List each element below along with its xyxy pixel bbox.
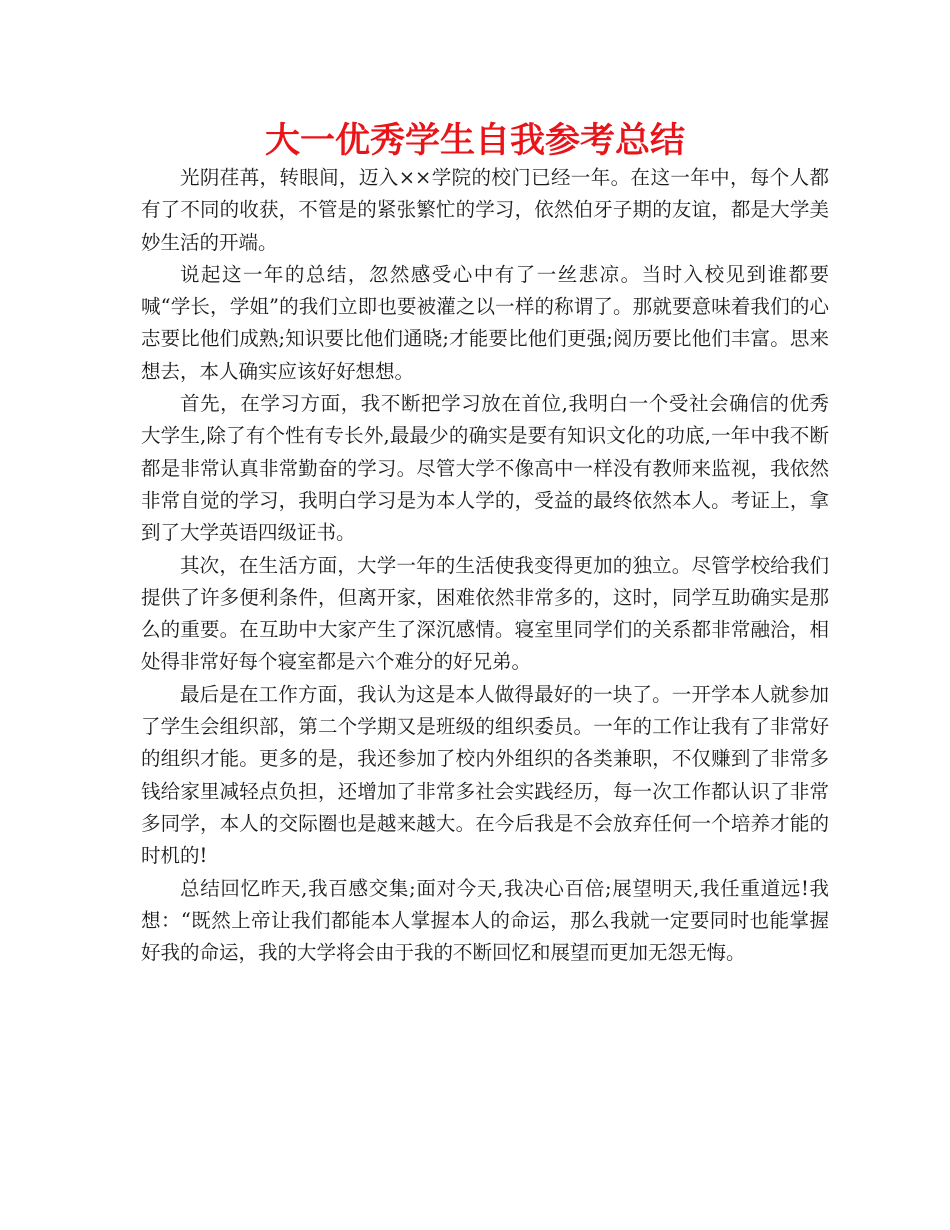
- paragraph-conclusion: 总结回忆昨天,我百感交集;面对今天,我决心百倍;展望明天,我任重道远!我想：“既然上帝让我们都能本人掌握本人的命运，那么我就一定要同时也能掌握好我的命运，我的大学将会由于我的不断回忆和展望而更加无怨无悔。: [141, 876, 829, 965]
- paragraph-work: 最后是在工作方面，我认为这是本人做得最好的一块了。一开学本人就参加了学生会组织部，第二个学期又是班级的组织委员。一年的工作让我有了非常好的组织才能。更多的是，我还参加了校内外组织的各类兼职，不仅赚到了非常多钱给家里减轻点负担，还增加了非常多社会实践经历，每一次工作都认识了非常多同学，本人的交际圈也是越来越大。在今后我是不会放弃任何一个培养才能的时机的!: [141, 682, 829, 868]
- document-body: [141, 162, 829, 969]
- paragraph-life: 其次，在生活方面，大学一年的生活使我变得更加的独立。尽管学校给我们提供了许多便利条件，但离开家，困难依然非常多的，这时，同学互助确实是那么的重要。在互助中大家产生了深沉感情。寝室里同学们的关系都非常融洽，相处得非常好每个寝室都是六个难分的好兄弟。: [141, 553, 829, 674]
- document-title: 大一优秀学生自我参考总结: [264, 121, 685, 161]
- paragraph-intro: 光阴荏苒，转眼间，迈入××学院的校门已经一年。在这一年中，每个人都有了不同的收获，不管是的紧张繁忙的学习，依然伯牙子期的友谊，都是大学美妙生活的开端。: [141, 166, 829, 254]
- paragraph-study: 首先，在学习方面，我不断把学习放在首位,我明白一个受社会确信的优秀大学生,除了有个性有专长外,最最少的确实是要有知识文化的功底,一年中我不断都是非常认真非常勤奋的学习。尽管大学不像高中一样没有教师来监视，我依然非常自觉的学习，我明白学习是为本人学的，受益的最终依然本人。考证上，拿到了大学英语四级证书。: [141, 392, 829, 545]
- paragraph-reflection: 说起这一年的总结，忽然感受心中有了一丝悲凉。当时入校见到谁都要喊“学长，学姐”的我们立即也要被灌之以一样的称谓了。那就要意味着我们的心志要比他们成熟;知识要比他们通晓;才能要比他们更强;阅历要比他们丰富。思来想去，本人确实应该好好想想。: [141, 262, 829, 383]
